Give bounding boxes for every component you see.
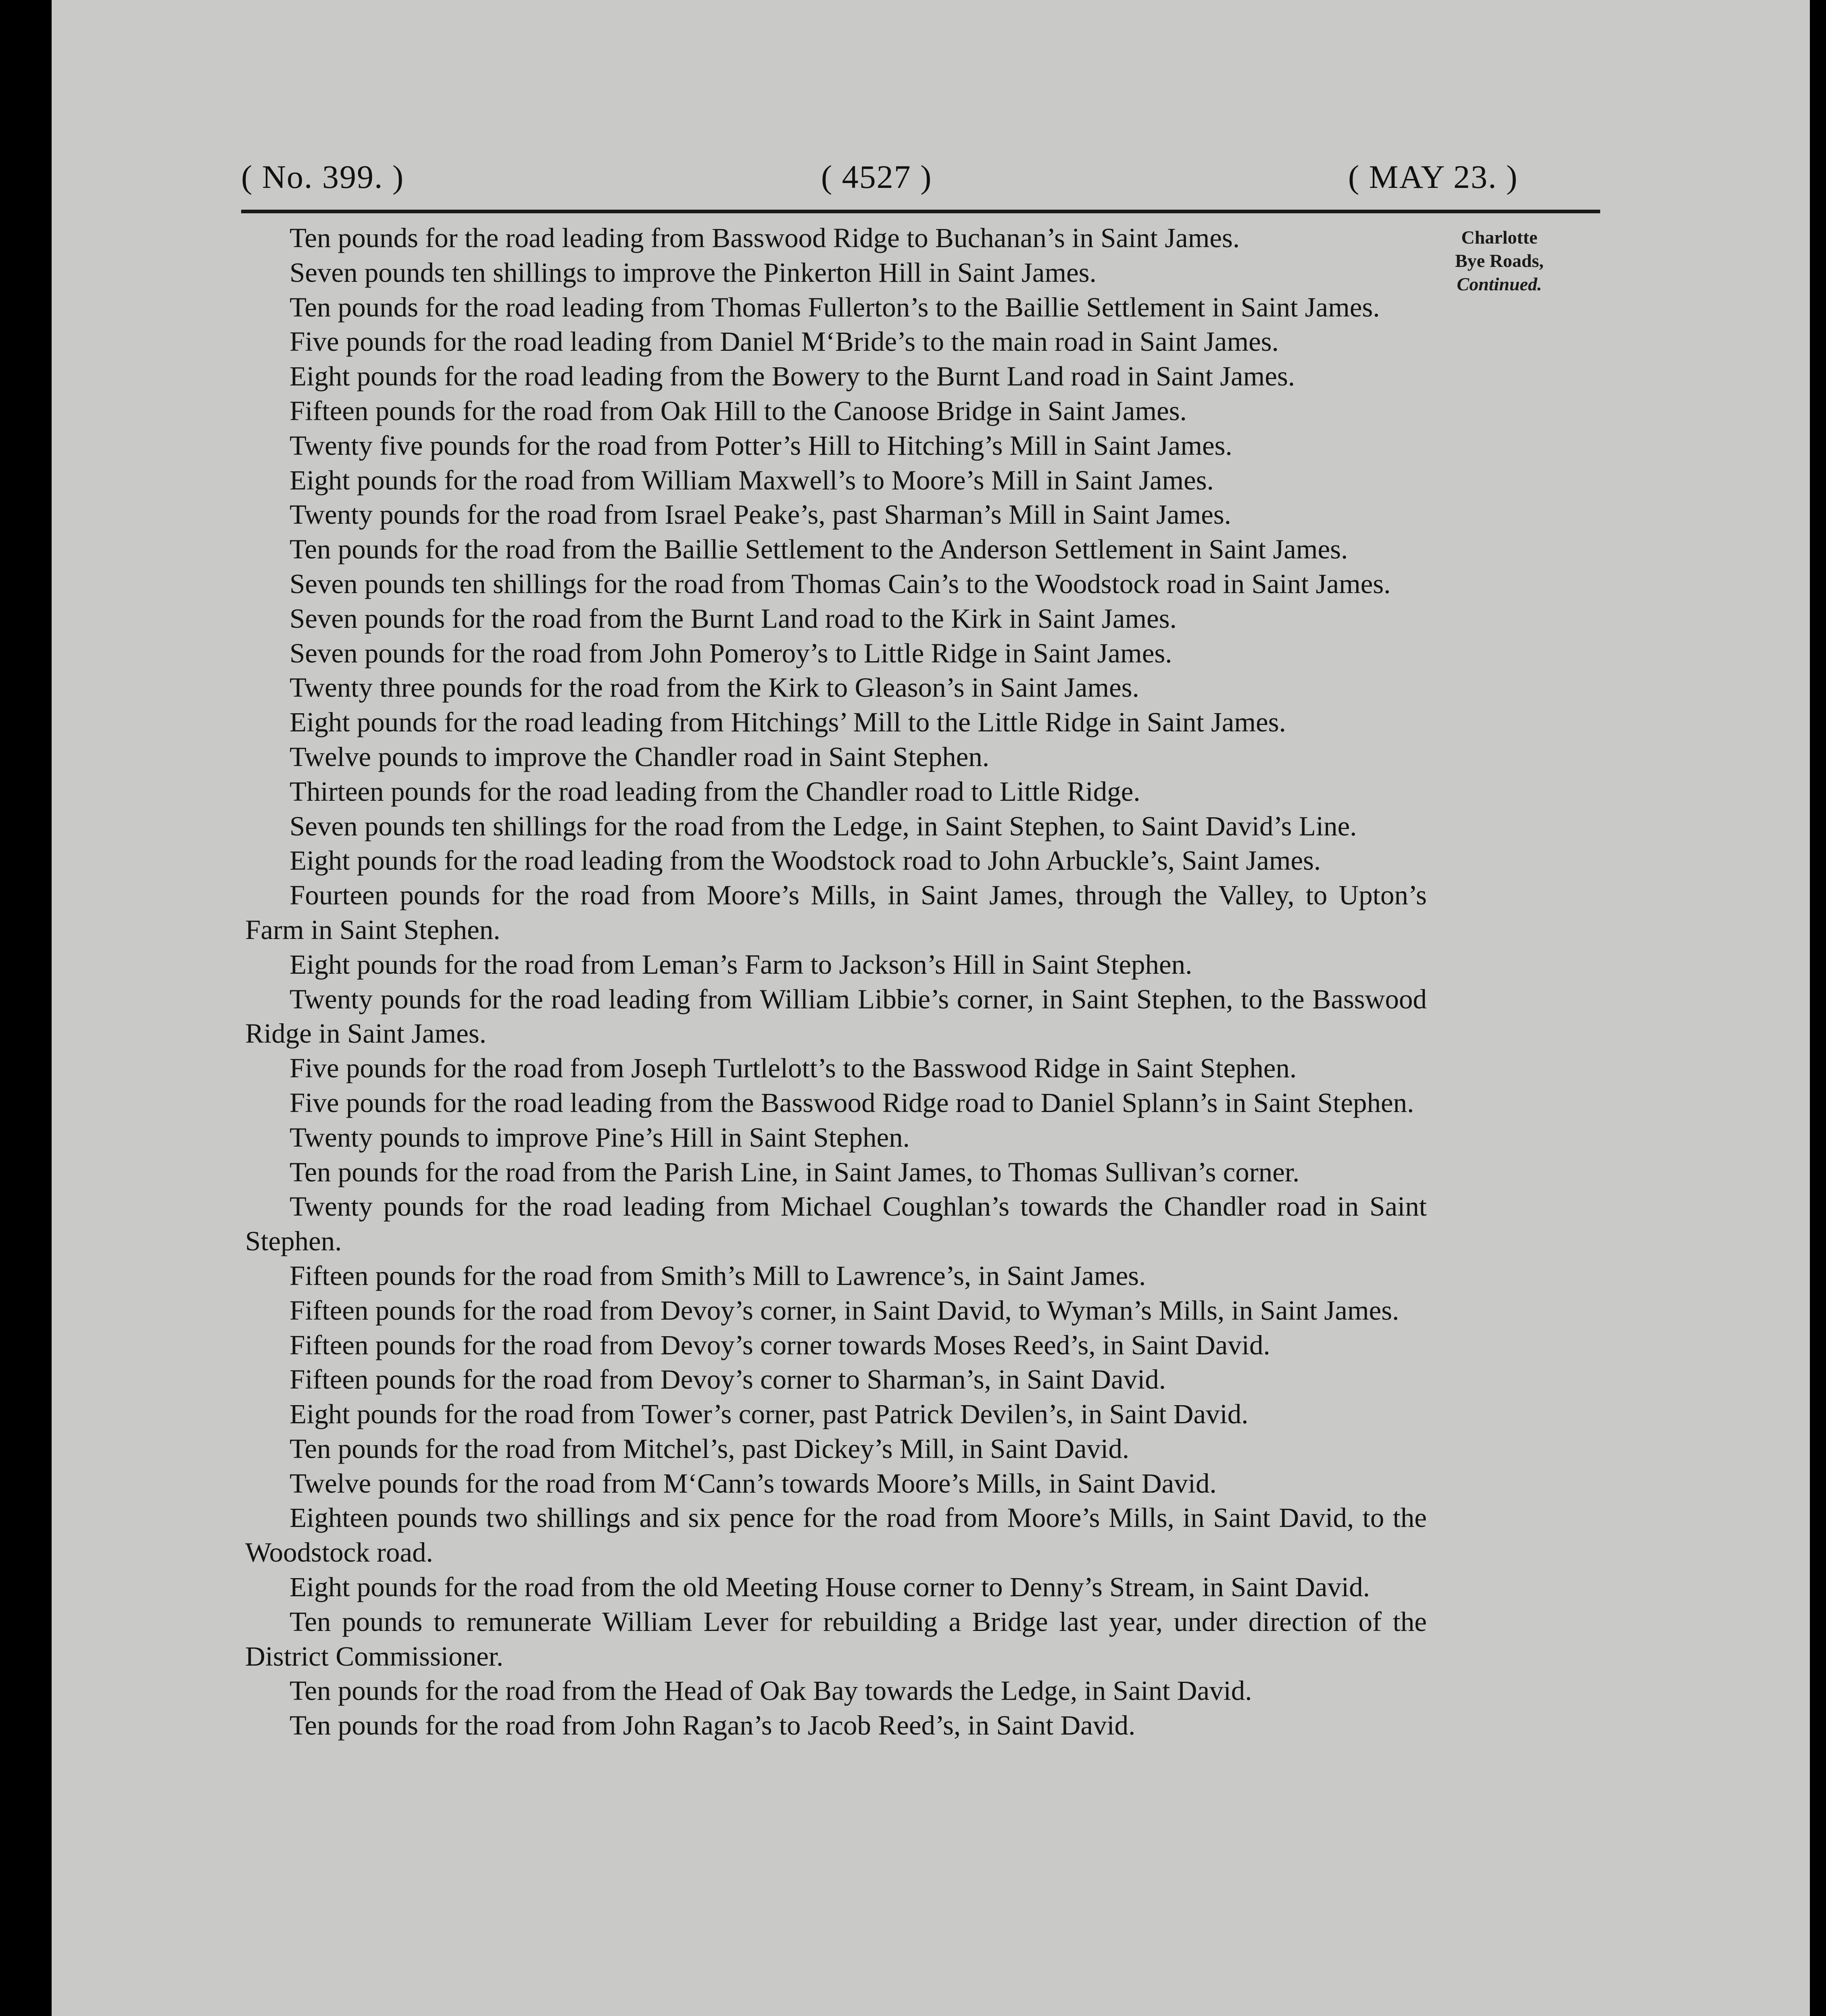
paragraph: Fifteen pounds for the road from Smith’s Mill to Lawrence’s, in Saint James. xyxy=(290,1260,1146,1291)
paragraph: Ten pounds for the road from the Head of Oak Bay towards the Ledge, in Saint David. xyxy=(290,1675,1252,1706)
header-rule xyxy=(241,210,1600,213)
paragraph: Eight pounds for the road from Tower’s corner, past Patrick Devilen’s, in Saint David. xyxy=(290,1399,1249,1430)
document-page xyxy=(52,0,1810,2016)
paragraph: Seven pounds ten shillings to improve the Pinkerton Hill in Saint James. xyxy=(290,257,1096,288)
paragraph: Eight pounds for the road from Leman’s Farm to Jackson’s Hill in Saint Stephen. xyxy=(290,949,1192,980)
body-text xyxy=(245,221,1427,1743)
page-number: ( 4527 ) xyxy=(821,158,932,195)
paragraph: Ten pounds for the road leading from Thomas Fullerton’s to the Baillie Settlement in Saint James. xyxy=(290,292,1380,323)
paragraph: Ten pounds for the road leading from Basswood Ridge to Buchanan’s in Saint James. xyxy=(290,223,1240,253)
margin-note-line-1: Charlotte xyxy=(1461,227,1538,248)
paragraph: Seven pounds ten shillings for the road from Thomas Cain’s to the Woodstock road in Saint James. xyxy=(290,568,1391,599)
paragraph: Eight pounds for the road leading from the Bowery to the Burnt Land road in Saint James. xyxy=(290,361,1295,392)
paragraph: Fifteen pounds for the road from Devoy’s corner, in Saint David, to Wyman’s Mills, in Saint James. xyxy=(290,1295,1399,1326)
paragraph: Seven pounds for the road from John Pomeroy’s to Little Ridge in Saint James. xyxy=(290,637,1172,669)
paragraph: Twenty five pounds for the road from Potter’s Hill to Hitching’s Mill in Saint James. xyxy=(290,430,1232,461)
paragraph: Twenty pounds for the road from Israel Peake’s, past Sharman’s Mill in Saint James. xyxy=(290,499,1231,530)
paragraph: Twelve pounds to improve the Chandler road in Saint Stephen. xyxy=(290,741,990,772)
margin-note-line-2: Bye Roads, xyxy=(1455,250,1544,271)
paragraph: Fifteen pounds for the road from Devoy’s corner towards Moses Reed’s, in Saint David. xyxy=(290,1329,1270,1360)
header-date: ( MAY 23. ) xyxy=(1348,158,1518,195)
paragraph: Thirteen pounds for the road leading from the Chandler road to Little Ridge. xyxy=(290,776,1140,807)
paragraph: Fourteen pounds for the road from Moore’s Mills, in Saint James, through the Valley, to Upton’s Farm in Saint Stephen. xyxy=(245,880,1427,945)
paragraph: Twenty pounds for the road leading from William Libbie’s corner, in Saint Stephen, to the Basswood Ridge in Saint James. xyxy=(245,983,1427,1049)
paragraph: Twenty pounds to improve Pine’s Hill in Saint Stephen. xyxy=(290,1122,910,1153)
paragraph: Eight pounds for the road leading from Hitchings’ Mill to the Little Ridge in Saint James. xyxy=(290,707,1286,738)
margin-note xyxy=(1399,226,1600,296)
paragraph: Seven pounds for the road from the Burnt Land road to the Kirk in Saint James. xyxy=(290,603,1177,634)
margin-note-line-3: Continued. xyxy=(1457,274,1542,294)
paragraph: Eighteen pounds two shillings and six pence for the road from Moore’s Mills, in Saint David, to the Woodstock road. xyxy=(245,1502,1427,1568)
paragraph: Five pounds for the road leading from Daniel M‘Bride’s to the main road in Saint James. xyxy=(290,326,1279,357)
paragraph: Five pounds for the road leading from the Basswood Ridge road to Daniel Splann’s in Saint Stephen. xyxy=(290,1087,1414,1118)
paragraph: Five pounds for the road from Joseph Turtlelott’s to the Basswood Ridge in Saint Stephen. xyxy=(290,1053,1297,1084)
act-number: ( No. 399. ) xyxy=(241,158,404,195)
paragraph: Eight pounds for the road from the old Meeting House corner to Denny’s Stream, in Saint David. xyxy=(290,1572,1370,1603)
paragraph: Ten pounds for the road from the Baillie Settlement to the Anderson Settlement in Saint James. xyxy=(290,534,1348,565)
paragraph: Fifteen pounds for the road from Oak Hill to the Canoose Bridge in Saint James. xyxy=(290,395,1187,426)
paragraph: Ten pounds for the road from the Parish Line, in Saint James, to Thomas Sullivan’s corner. xyxy=(290,1156,1300,1187)
paragraph: Seven pounds ten shillings for the road from the Ledge, in Saint Stephen, to Saint David’s Line. xyxy=(290,810,1357,841)
paragraph: Fifteen pounds for the road from Devoy’s corner to Sharman’s, in Saint David. xyxy=(290,1364,1166,1395)
paragraph: Eight pounds for the road leading from the Woodstock road to John Arbuckle’s, Saint James. xyxy=(290,845,1321,876)
paragraph: Ten pounds for the road from John Ragan’s to Jacob Reed’s, in Saint David. xyxy=(290,1710,1136,1741)
paragraph: Twelve pounds for the road from M‘Cann’s towards Moore’s Mills, in Saint David. xyxy=(290,1468,1217,1499)
paragraph: Twenty three pounds for the road from the Kirk to Gleason’s in Saint James. xyxy=(290,672,1139,703)
paragraph: Ten pounds for the road from Mitchel’s, past Dickey’s Mill, in Saint David. xyxy=(290,1433,1130,1464)
page-header xyxy=(52,158,1810,206)
paragraph: Ten pounds to remunerate William Lever for rebuilding a Bridge last year, under direction of the District Commissioner. xyxy=(245,1606,1427,1672)
paragraph: Eight pounds for the road from William Maxwell’s to Moore’s Mill in Saint James. xyxy=(290,464,1214,496)
paragraph: Twenty pounds for the road leading from Michael Coughlan’s towards the Chandler road in Saint Stephen. xyxy=(245,1191,1427,1257)
